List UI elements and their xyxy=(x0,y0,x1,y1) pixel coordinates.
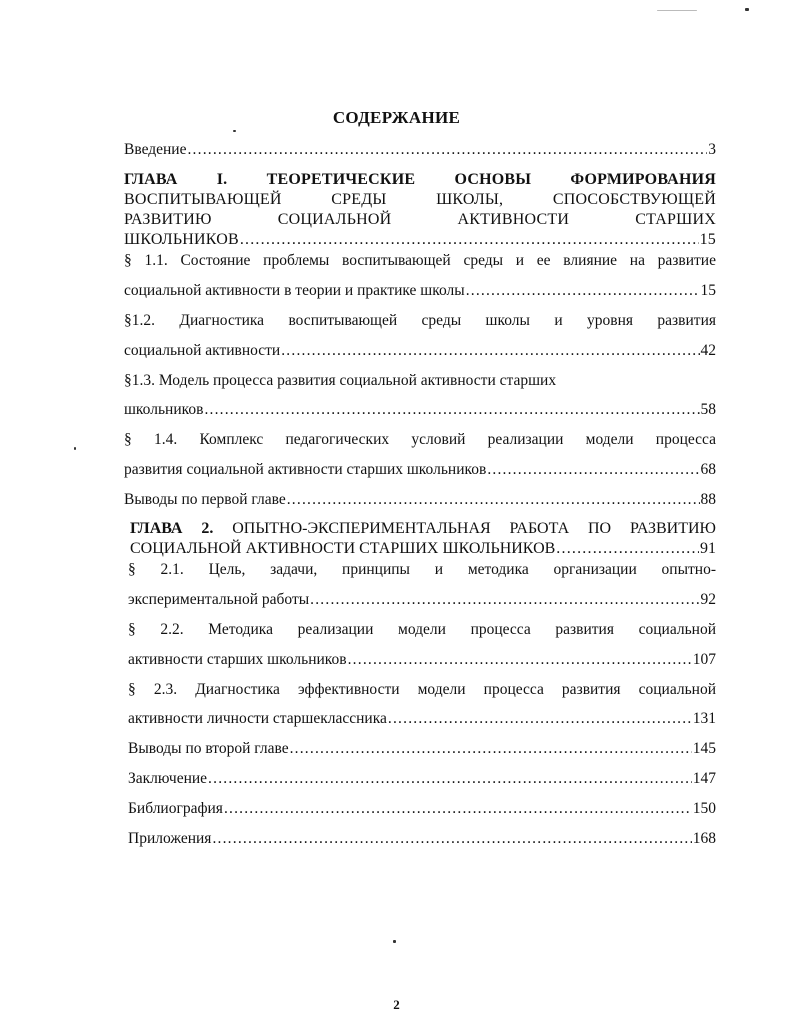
toc-label: Введение xyxy=(124,141,187,158)
scan-speck xyxy=(74,447,76,450)
toc-page: 150 xyxy=(692,800,716,817)
leader-dots xyxy=(290,739,692,759)
toc-entry-chapter2[interactable] xyxy=(130,539,716,559)
leader-dots xyxy=(240,230,699,250)
leader-dots xyxy=(487,460,699,480)
toc-label: социальной активности в теории и практике школы xyxy=(124,282,465,299)
toc-entry-appendices[interactable] xyxy=(128,829,716,849)
chapter1-heading-line3[interactable]: РАЗВИТИЮ СОЦИАЛЬНОЙ АКТИВНОСТИ СТАРШИХ xyxy=(124,211,716,228)
scan-speck xyxy=(233,130,236,132)
toc-page: 147 xyxy=(692,770,716,787)
toc-label: Выводы по первой главе xyxy=(124,491,286,508)
toc-entry-2-1-line1[interactable]: § 2.1. Цель, задачи, принципы и методика организации опытно- xyxy=(128,561,716,578)
leader-dots xyxy=(388,709,692,729)
toc-label: СОЦИАЛЬНОЙ АКТИВНОСТИ СТАРШИХ ШКОЛЬНИКОВ xyxy=(130,540,556,557)
toc-page: 131 xyxy=(692,710,716,727)
toc-page: 145 xyxy=(692,740,716,757)
leader-dots xyxy=(208,769,692,789)
toc-entry-1-3[interactable] xyxy=(124,400,716,420)
leader-dots xyxy=(466,281,700,301)
toc-entry-2-2-line1[interactable]: § 2.2. Методика реализации модели процесса развития социальной xyxy=(128,621,716,638)
chapter1-heading-line2[interactable]: ВОСПИТЫВАЮЩЕЙ СРЕДЫ ШКОЛЫ, СПОСОБСТВУЮЩЕЙ xyxy=(124,191,716,208)
toc-entry-1-4-line1[interactable]: § 1.4. Комплекс педагогических условий реализации модели процесса xyxy=(124,431,716,448)
toc-entry-1-1-line1[interactable]: § 1.1. Состояние проблемы воспитывающей среды и ее влияние на развитие xyxy=(124,252,716,269)
toc-entry-conclusion[interactable] xyxy=(128,769,716,789)
toc-page: 107 xyxy=(692,651,716,668)
toc-label: экспериментальной работы xyxy=(128,591,310,608)
toc-entry-2-2[interactable] xyxy=(128,650,716,670)
toc-entry-2-1[interactable] xyxy=(128,590,716,610)
leader-dots xyxy=(310,590,699,610)
toc-label: Заключение xyxy=(128,770,208,787)
leader-dots xyxy=(187,140,707,160)
toc-page: 58 xyxy=(700,401,716,418)
toc-label: Библиография xyxy=(128,800,223,817)
toc-entry-chapter1[interactable] xyxy=(124,230,716,250)
scan-speck xyxy=(657,10,697,11)
toc-entry-1-3-line1[interactable]: §1.3. Модель процесса развития социальной активности старших xyxy=(124,372,557,389)
toc-page: 168 xyxy=(692,830,716,847)
leader-dots xyxy=(348,650,692,670)
toc-label: школьников xyxy=(124,401,204,418)
page-number: 2 xyxy=(393,997,400,1012)
toc-page: 68 xyxy=(700,461,716,478)
toc-page: 3 xyxy=(708,141,716,158)
leader-dots xyxy=(204,400,699,420)
toc-label: Выводы по второй главе xyxy=(128,740,289,757)
toc-label: развития социальной активности старших школьников xyxy=(124,461,487,478)
toc-entry-1-2[interactable] xyxy=(124,341,716,361)
leader-dots xyxy=(224,799,692,819)
page-title: СОДЕРЖАНИЕ xyxy=(332,108,461,127)
toc-entry-1-2-line1[interactable]: §1.2. Диагностика воспитывающей среды школы и уровня развития xyxy=(124,312,716,329)
chapter2-heading-line1[interactable]: ГЛАВА 2. ОПЫТНО-ЭКСПЕРИМЕНТАЛЬНАЯ РАБОТА ПО РАЗВИТИЮ xyxy=(130,520,717,537)
toc-label: активности личности старшеклассника xyxy=(128,710,387,727)
toc-entry-1-1[interactable] xyxy=(124,281,716,301)
leader-dots xyxy=(212,829,691,849)
toc-page: 92 xyxy=(700,591,716,608)
toc-page: 15 xyxy=(700,282,716,299)
chapter1-heading-line1[interactable]: ГЛАВА І. ТЕОРЕТИЧЕСКИЕ ОСНОВЫ ФОРМИРОВАНИЯ xyxy=(124,171,716,188)
toc-entry-conclusions1[interactable] xyxy=(124,490,716,510)
scan-speck xyxy=(745,8,749,11)
toc-page: 42 xyxy=(700,342,716,359)
toc-entry-2-3-line1[interactable]: § 2.3. Диагностика эффективности модели процесса развития социальной xyxy=(128,681,716,698)
toc-entry-intro[interactable] xyxy=(124,140,716,160)
toc-entry-1-4[interactable] xyxy=(124,460,716,480)
toc-label: социальной активности xyxy=(124,342,281,359)
leader-dots xyxy=(287,490,700,510)
toc-label: активности старших школьников xyxy=(128,651,347,668)
toc-page: 88 xyxy=(700,491,716,508)
toc-label: ШКОЛЬНИКОВ xyxy=(124,231,239,248)
toc-entry-2-3[interactable] xyxy=(128,709,716,729)
toc-label: Приложения xyxy=(128,830,212,847)
toc-page: 15 xyxy=(699,231,716,248)
toc-page: 91 xyxy=(700,540,716,557)
toc-entry-conclusions2[interactable] xyxy=(128,739,716,759)
scan-speck xyxy=(393,940,396,943)
leader-dots xyxy=(281,341,699,361)
leader-dots xyxy=(556,539,699,559)
toc-entry-bibliography[interactable] xyxy=(128,799,716,819)
